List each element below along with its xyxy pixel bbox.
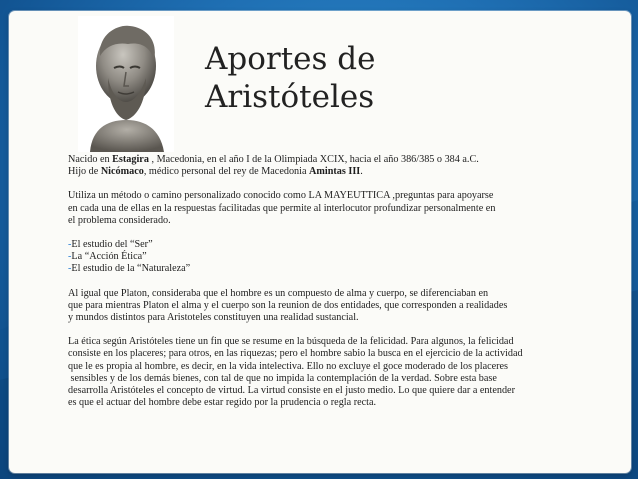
text-span: . <box>360 166 363 178</box>
text-span: Nacido en <box>68 154 113 165</box>
ethics-line-1: La ética según Aristóteles tiene un fin que se resume en la búsqueda de la felicidad. Para algunos, la felicidad <box>68 336 514 348</box>
title-line-2: Aristóteles <box>205 79 375 115</box>
ethics-line-5: desarrolla Aristóteles el concepto de virtud. La virtud consiste en el justo medio. Lo que quiere dar a entender <box>68 385 515 397</box>
text-span: Hijo de <box>68 166 101 178</box>
aristotle-bust-image <box>78 16 174 152</box>
spacer <box>68 324 628 336</box>
slide-title <box>205 40 375 116</box>
bullet-dash: - <box>68 251 72 263</box>
bullet-dash: - <box>68 263 72 275</box>
text-span: , médico personal del rey de Macedonia <box>143 166 310 178</box>
method-line-3: el problema considerado. <box>68 214 171 226</box>
text-span: , Macedonia, en el año I de la Olimpiada XCIX, hacia el año 386/385 o 384 a.C. <box>148 154 479 165</box>
father-name: Nicómaco <box>100 166 144 178</box>
intro-line-1 <box>68 154 628 166</box>
birthplace: Estagira <box>112 154 149 165</box>
title-line-1: Aportes de <box>205 41 376 77</box>
intro-line-2 <box>68 166 628 178</box>
spacer <box>68 276 628 288</box>
ethics-line-2: consiste en los placeres; para otros, en las riquezas; pero el hombre sabio la busca en el ejercicio de la actividad <box>68 348 523 360</box>
platon-line-2: que para mientras Platon el alma y el cuerpo son la reunion de dos entidades, que corresponden a realidades <box>68 299 508 311</box>
method-line-1: Utiliza un método o camino personalizado conocido como LA MAYEUTTICA ,preguntas para apoyarse <box>68 190 494 202</box>
slide-body <box>68 154 628 409</box>
list-item <box>68 263 628 275</box>
method-line-2: en cada una de ellas en la respuestas facilitadas que permite al interlocutor profundizar personalmente en <box>68 202 496 214</box>
ethics-line-6: es que el actuar del hombre debe estar regido por la prudencia o regla recta. <box>68 397 377 409</box>
spacer <box>68 227 628 239</box>
spacer <box>68 178 628 190</box>
list-item <box>68 239 628 251</box>
king-name: Amintas III <box>309 166 361 178</box>
platon-line-1: Al igual que Platon, consideraba que el hombre es un compuesto de alma y cuerpo, se diferenciaban en <box>68 287 489 299</box>
list-item-text: El estudio del “Ser” <box>71 239 153 251</box>
ethics-line-4: sensibles y de los demás bienes, con tal de que no impida la contemplación de la verdad. Sobre esta base <box>68 372 497 384</box>
list-item-text: La “Acción Ética” <box>71 251 147 263</box>
platon-line-3: y mundos distintos para Aristoteles constituyen una realidad sustancial. <box>68 312 359 324</box>
list-item <box>68 251 628 263</box>
list-item-text: El estudio de la “Naturaleza” <box>71 263 191 275</box>
ethics-line-3: que le es propia al hombre, es decir, en la vida intelectiva. Ello no excluye el goce moderado de los placeres <box>68 360 509 372</box>
bullet-dash: - <box>68 239 72 251</box>
